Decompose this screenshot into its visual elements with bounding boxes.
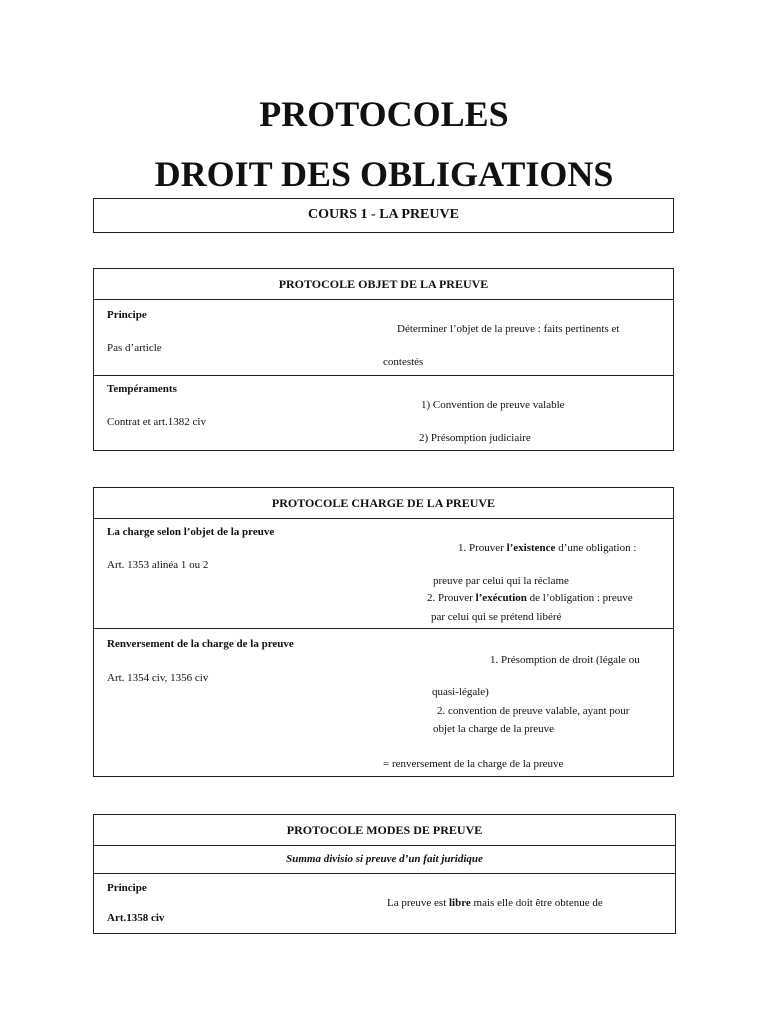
row-label: Renversement de la charge de la preuve	[107, 638, 294, 650]
row-label: Tempéraments	[107, 383, 177, 395]
row-text-line: contestés	[383, 356, 424, 368]
temperaments-row	[94, 375, 673, 451]
text-part: d’une obligation :	[555, 542, 637, 554]
page-title-line-2: DROIT DES OBLIGATIONS	[154, 154, 614, 194]
renversement-row	[94, 628, 673, 778]
row-text-line	[387, 896, 603, 910]
row-reference: Art.1358 civ	[107, 912, 165, 924]
section-header: PROTOCOLE CHARGE DE LA PREUVE	[271, 496, 496, 510]
text-part: La preuve est	[387, 897, 449, 909]
row-label: Principe	[107, 309, 147, 321]
row-text-line: 2) Présomption judiciaire	[419, 432, 531, 444]
course-title-box	[93, 198, 674, 233]
row-label: Principe	[107, 882, 147, 894]
row-text-line: quasi-légale)	[432, 686, 489, 698]
row-reference: Art. 1353 alinéa 1 ou 2	[107, 559, 209, 571]
text-part: 1. Prouver	[458, 542, 507, 554]
principe-row	[94, 873, 675, 935]
text-part: de l’obligation : preuve	[526, 592, 633, 604]
course-title: COURS 1 - LA PREUVE	[308, 207, 459, 222]
emphasis-text: l’existence	[506, 542, 556, 554]
section-objet-preuve	[93, 268, 674, 451]
row-reference: Pas d’article	[107, 342, 162, 354]
row-text-line	[458, 541, 636, 555]
row-text-line: objet la charge de la preuve	[433, 723, 555, 735]
row-text-line: preuve par celui qui la réclame	[433, 575, 569, 587]
section-subheader	[94, 845, 675, 873]
charge-row	[94, 518, 673, 628]
section-charge-preuve	[93, 487, 674, 777]
emphasis-text: l’exécution	[475, 592, 527, 604]
row-text-line: Déterminer l’objet de la preuve : faits pertinents et	[397, 323, 620, 335]
text-part: 2. Prouver	[427, 592, 476, 604]
row-conclusion: = renversement de la charge de la preuve	[383, 758, 564, 770]
section-header: PROTOCOLE MODES DE PREUVE	[286, 823, 483, 837]
row-reference: Art. 1354 civ, 1356 civ	[107, 672, 209, 684]
row-reference: Contrat et art.1382 civ	[107, 416, 206, 428]
page-title-line-1: PROTOCOLES	[259, 94, 509, 134]
row-text-line: 1) Convention de preuve valable	[421, 399, 565, 411]
text-part: mais elle doit être obtenue de	[470, 897, 603, 909]
principe-row	[94, 299, 673, 375]
section-modes-preuve	[93, 814, 676, 934]
section-header: PROTOCOLE OBJET DE LA PREUVE	[278, 277, 489, 291]
row-text-line: 2. convention de preuve valable, ayant pour	[437, 705, 630, 717]
row-text-line	[427, 591, 633, 605]
summa-divisio: Summa divisio si preuve d’un fait juridique	[286, 853, 483, 865]
row-text-line: 1. Présomption de droit (légale ou	[490, 654, 640, 666]
row-label: La charge selon l’objet de la preuve	[107, 526, 275, 538]
row-text-line: par celui qui se prétend libéré	[431, 611, 562, 623]
emphasis-text: libre	[449, 897, 471, 909]
